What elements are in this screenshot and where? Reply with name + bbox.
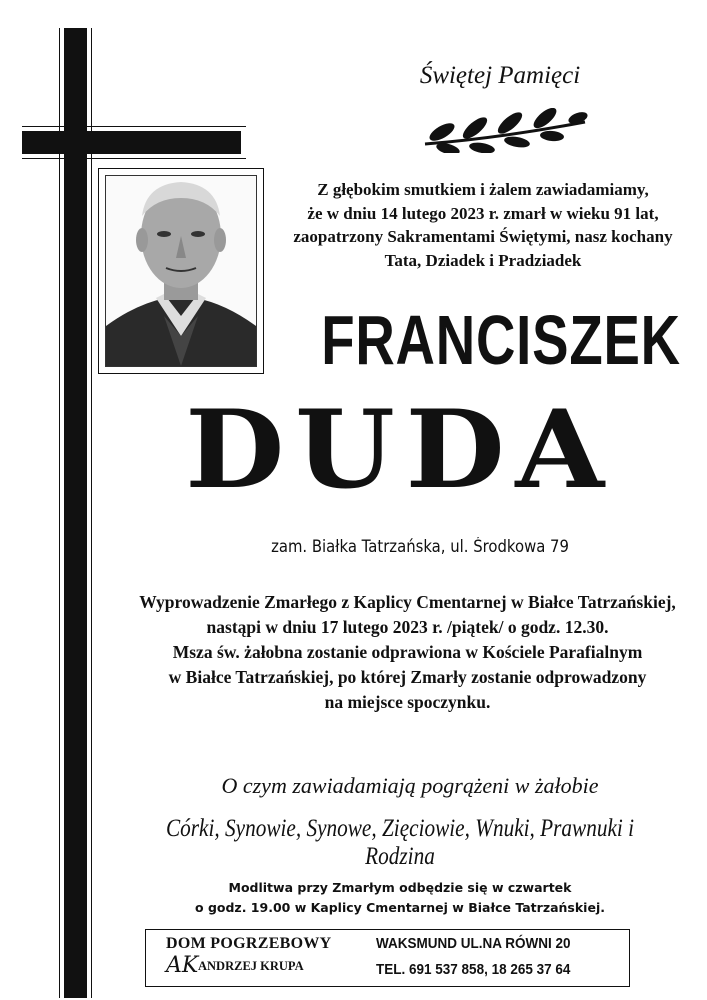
prayer-line: o godz. 19.00 w Kaplicy Cmentarnej w Białce Tatrzańskiej. xyxy=(195,900,605,915)
prayer-notice xyxy=(150,878,650,918)
portrait-photo xyxy=(105,175,257,367)
mourners-list: Córki, Synowie, Synowe, Zięciowie, Wnuki, Prawnuki i Rodzina xyxy=(165,815,635,870)
funeral-home-box xyxy=(145,929,630,987)
funeral-line: w Białce Tatrzańskiej, po której Zmarły zostanie odprowadzony xyxy=(168,667,647,687)
death-notice xyxy=(262,178,704,272)
funeral-home-address: WAKSMUND UL.NA RÓWNI 20 xyxy=(376,935,571,952)
heading: Świętej Pamięci xyxy=(419,62,581,89)
funeral-home-name: DOM POGRZEBOWY xyxy=(166,935,332,952)
first-name: FRANCISZEK xyxy=(321,301,681,379)
mourners-intro: O czym zawiadamiają pogrążeni w żałobie xyxy=(221,773,599,798)
funeral-line: Wyprowadzenie Zmarłego z Kaplicy Cmentarnej w Białce Tatrzańskiej, xyxy=(139,592,676,612)
funeral-line: nastąpi w dniu 17 lutego 2023 r. /piątek/ o godz. 12.30. xyxy=(206,617,609,637)
funeral-line: na miejsce spoczynku. xyxy=(324,692,491,712)
notice-line: zaopatrzony Sakramentami Świętymi, nasz kochany xyxy=(293,227,673,246)
cross-arm xyxy=(22,131,241,154)
funeral-home-logo: AK xyxy=(166,953,199,978)
funeral-home-owner: ANDRZEJ KRUPA xyxy=(198,959,304,973)
funeral-home-phone: TEL. 691 537 858, 18 265 37 64 xyxy=(376,961,571,978)
olive-branch-icon xyxy=(420,108,590,153)
residence-address: zam. Białka Tatrzańska, ul. Środkowa 79 xyxy=(271,537,569,556)
last-name: DUDA xyxy=(185,387,615,513)
notice-line: że w dniu 14 lutego 2023 r. zmarł w wieku 91 lat, xyxy=(307,203,659,223)
notice-line: Tata, Dziadek i Pradziadek xyxy=(384,250,582,270)
portrait-frame xyxy=(98,168,264,374)
notice-line: Z głębokim smutkiem i żalem zawiadamiamy, xyxy=(317,180,649,199)
prayer-line: Modlitwa przy Zmarłym odbędzie się w czwartek xyxy=(228,880,572,895)
funeral-line: Msza św. żałobna zostanie odprawiona w Kościele Parafialnym xyxy=(172,642,643,662)
funeral-details xyxy=(110,590,705,715)
